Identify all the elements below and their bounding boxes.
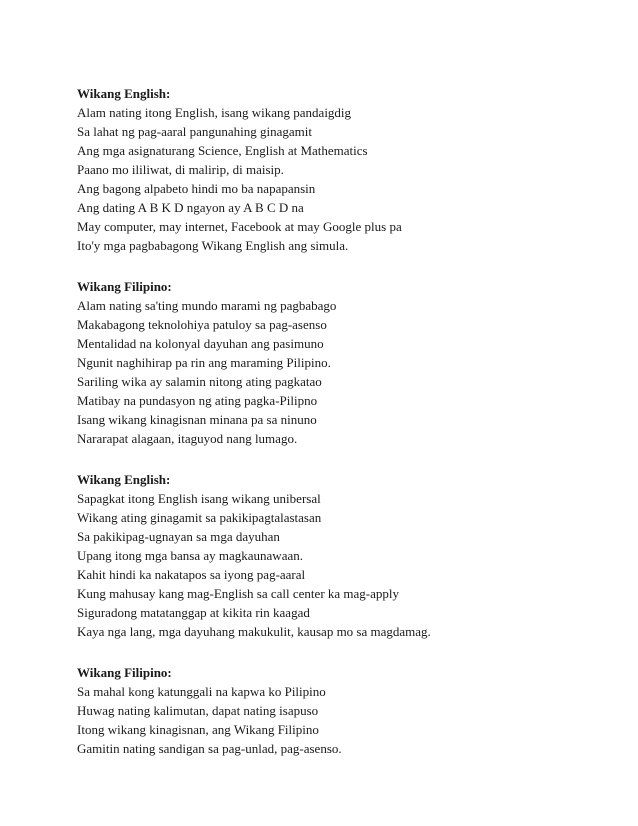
verse-line: Sariling wika ay salamin nitong ating pagkatao [77, 374, 322, 389]
verse-line: Kaya nga lang, mga dayuhang makukulit, kausap mo sa magdamag. [77, 624, 431, 639]
verse-line: Sa lahat ng pag-aaral pangunahing ginagamit [77, 124, 313, 139]
verse-line: Ito'y mga pagbabagong Wikang English ang simula. [77, 238, 349, 253]
stanza-1-english [77, 84, 597, 255]
verse-line: Kung mahusay kang mag-English sa call center ka mag-apply [77, 586, 400, 601]
verse-line: Alam nating itong English, isang wikang pandaigdig [77, 105, 352, 120]
verse-line: Huwag nating kalimutan, dapat nating isapuso [77, 703, 319, 718]
verse-line: Siguradong matatanggap at kikita rin kaagad [77, 605, 310, 620]
verse-line: Nararapat alagaan, itaguyod nang lumago. [77, 431, 298, 446]
verse-line: Ngunit naghihirap pa rin ang maraming Pilipino. [77, 355, 331, 370]
document-page [77, 84, 597, 780]
verse-line: Matibay na pundasyon ng ating pagka-Pilipno [77, 393, 318, 408]
verse-line: Sa pakikipag-ugnayan sa mga dayuhan [77, 529, 280, 544]
verse-line: Kahit hindi ka nakatapos sa iyong pag-aaral [77, 567, 306, 582]
verse-line: Upang itong mga bansa ay magkaunawaan. [77, 548, 303, 563]
verse-line: Gamitin nating sandigan sa pag-unlad, pag-asenso. [77, 741, 342, 756]
stanza-heading: Wikang Filipino: [77, 665, 172, 680]
verse-line: May computer, may internet, Facebook at may Google plus pa [77, 219, 402, 234]
verse-line: Wikang ating ginagamit sa pakikipagtalastasan [77, 510, 322, 525]
verse-line: Makabagong teknolohiya patuloy sa pag-asenso [77, 317, 327, 332]
verse-line: Isang wikang kinagisnan minana pa sa ninuno [77, 412, 317, 427]
stanza-heading: Wikang English: [77, 472, 171, 487]
verse-line: Alam nating sa'ting mundo marami ng pagbabago [77, 298, 337, 313]
verse-line: Paano mo ililiwat, di malirip, di maisip. [77, 162, 284, 177]
stanza-4-filipino [77, 663, 597, 758]
verse-line: Mentalidad na kolonyal dayuhan ang pasimuno [77, 336, 324, 351]
stanza-heading: Wikang English: [77, 86, 171, 101]
verse-line: Sapagkat itong English isang wikang unibersal [77, 491, 321, 506]
verse-line: Ang dating A B K D ngayon ay A B C D na [77, 200, 304, 215]
verse-line: Sa mahal kong katunggali na kapwa ko Pilipino [77, 684, 326, 699]
stanza-3-english [77, 470, 597, 641]
stanza-2-filipino [77, 277, 597, 448]
stanza-heading: Wikang Filipino: [77, 279, 172, 294]
verse-line: Ang mga asignaturang Science, English at Mathematics [77, 143, 368, 158]
verse-line: Itong wikang kinagisnan, ang Wikang Filipino [77, 722, 319, 737]
verse-line: Ang bagong alpabeto hindi mo ba napapansin [77, 181, 316, 196]
